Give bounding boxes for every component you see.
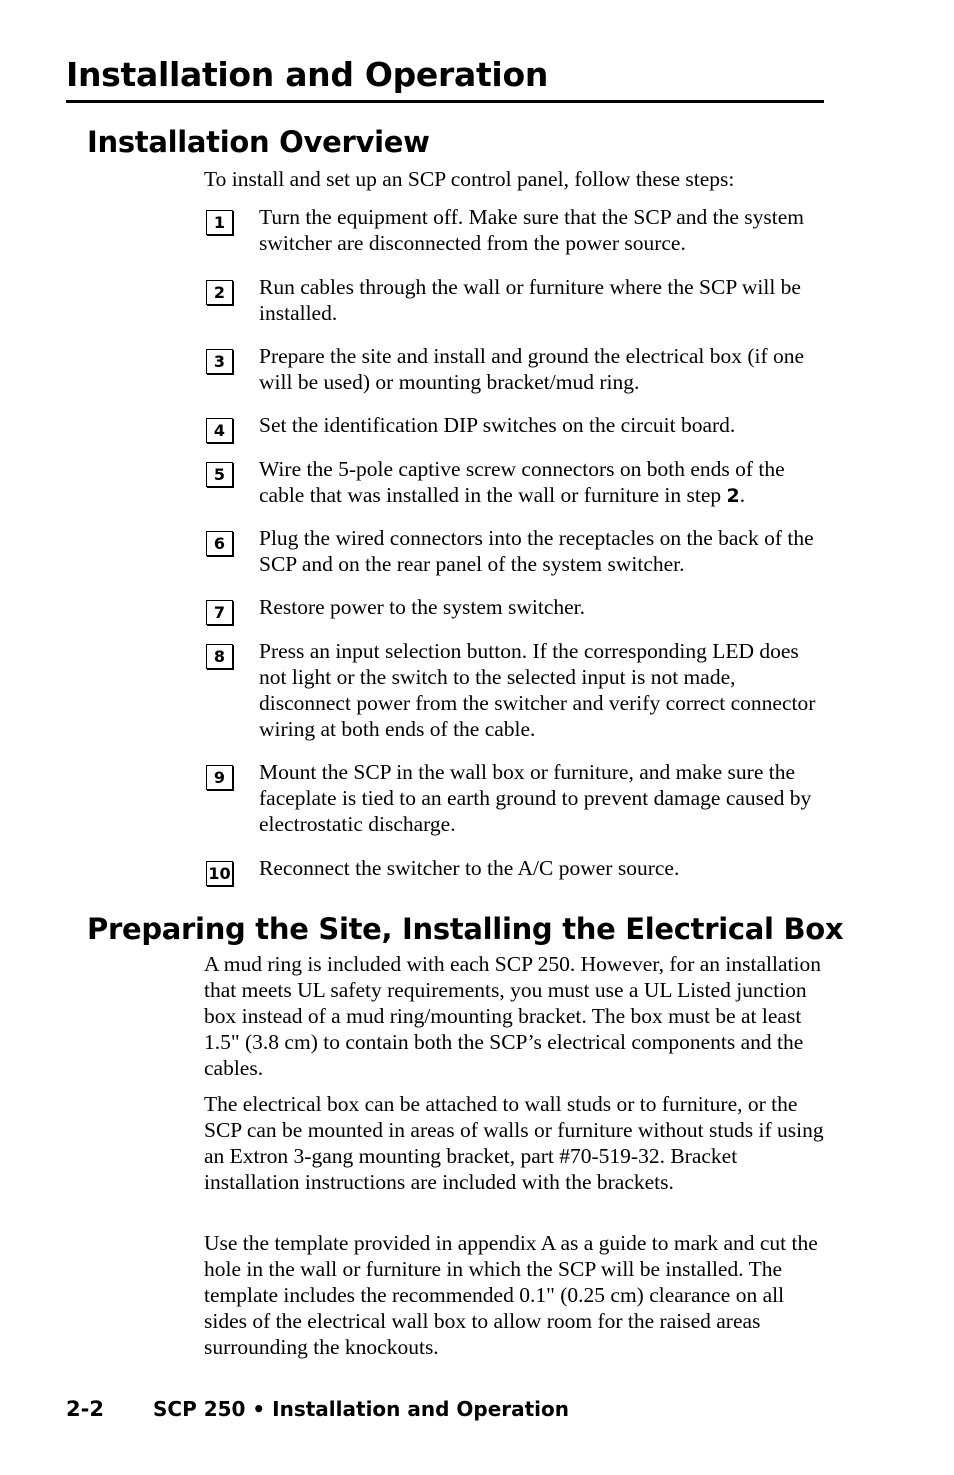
- step-number-badge: 9: [206, 765, 233, 790]
- step-text-main: Wire the 5-pole captive screw connectors on both ends of the cable that was installed in the wall or furniture in step: [259, 457, 785, 507]
- step-number-badge: 1: [206, 210, 233, 235]
- step-text: Prepare the site and install and ground the electrical box (if one will be used) or mounting bracket/mud ring.: [259, 344, 805, 394]
- step-text: Plug the wired connectors into the receptacles on the back of the SCP and on the rear panel of the system switcher.: [259, 526, 814, 576]
- step-number-badge: 2: [206, 280, 233, 305]
- step-text: Restore power to the system switcher.: [259, 595, 586, 619]
- step-text: [259, 456, 829, 509]
- step-number-badge: 8: [206, 644, 233, 669]
- body-paragraph: The electrical box can be attached to wall studs or to furniture, or the SCP can be mounted in areas of walls or furniture without studs if using an Extron 3-gang mounting bracket, part #70-519-32. Bracket installation instructions are included with the brackets.: [204, 1092, 824, 1194]
- step-text: Set the identification DIP switches on the circuit board.: [259, 413, 736, 437]
- footer-running-title: SCP 250 • Installation and Operation: [153, 1397, 570, 1421]
- step-number-badge: 10: [206, 861, 233, 886]
- step-text: Turn the equipment off. Make sure that the SCP and the system switcher are disconnected from the power source.: [259, 205, 805, 255]
- step-reference: 2: [726, 485, 740, 507]
- step-number-badge: 3: [206, 349, 233, 374]
- body-paragraph: A mud ring is included with each SCP 250. However, for an installation that meets UL safety requirements, you must use a UL Listed junction box instead of a mud ring/mounting bracket. The box must be at least 1.5" (3.8 cm) to contain both the SCP’s electrical components and the cables.: [204, 952, 821, 1080]
- step-text: Reconnect the switcher to the A/C power source.: [259, 856, 680, 880]
- chapter-title-rule: [66, 100, 824, 103]
- footer-page-number: 2-2: [66, 1397, 104, 1421]
- chapter-title: Installation and Operation: [66, 55, 549, 94]
- step-number-badge: 5: [206, 462, 233, 487]
- step-text-end: .: [739, 483, 746, 507]
- step-number-badge: 6: [206, 531, 233, 556]
- step-text: Mount the SCP in the wall box or furniture, and make sure the faceplate is tied to an earth ground to prevent damage caused by electrostatic discharge.: [259, 760, 812, 836]
- section-heading-installation-overview: Installation Overview: [87, 125, 430, 159]
- step-number-badge: 4: [206, 418, 233, 443]
- step-text: Press an input selection button. If the corresponding LED does not light or the switch to the selected input is not made, disconnect power from the switcher and verify correct connector wiring at both ends of the cable.: [259, 639, 816, 741]
- step-number-badge: 7: [206, 600, 233, 625]
- step-text: Run cables through the wall or furniture where the SCP will be installed.: [259, 275, 801, 325]
- section-heading-preparing-site: Preparing the Site, Installing the Electrical Box: [87, 912, 844, 946]
- body-paragraph: Use the template provided in appendix A as a guide to mark and cut the hole in the wall or furniture in which the SCP will be installed. The template includes the recommended 0.1" (0.25 cm) clearance on all sides of the electrical wall box to allow room for the raised areas surrounding the knockouts.: [204, 1231, 818, 1359]
- overview-intro: To install and set up an SCP control panel, follow these steps:: [204, 167, 735, 191]
